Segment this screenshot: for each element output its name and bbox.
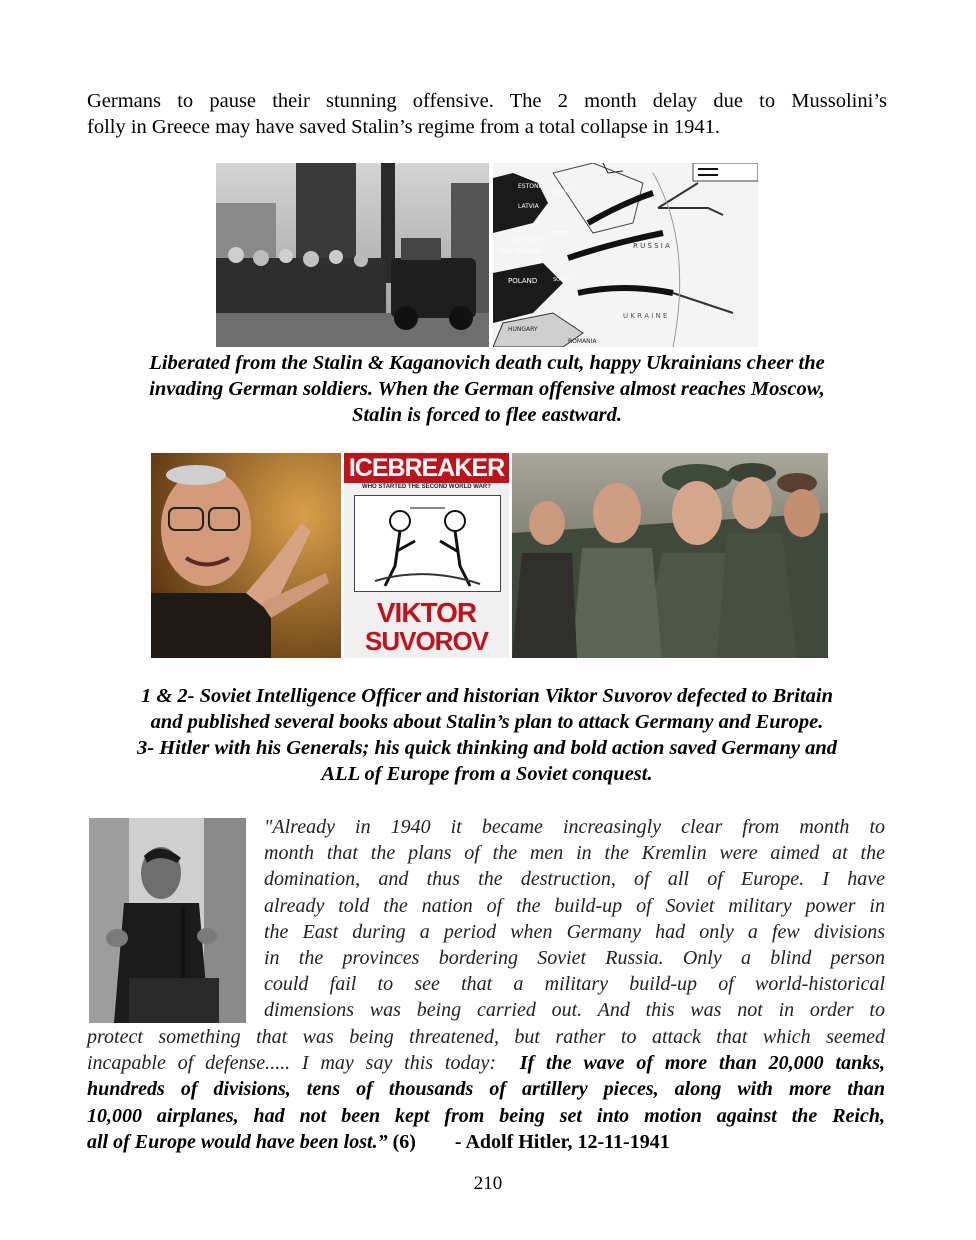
book-author-last: SUVOROV xyxy=(364,626,489,656)
figure1-caption xyxy=(87,350,887,428)
quote-line: the East during a period when Germany had only a few divisions xyxy=(264,920,885,943)
map-label-latvia: LATVIA xyxy=(518,203,539,210)
map-label-ukraine: U K R A I N E xyxy=(623,312,668,320)
figure2-caption-line: and published several books about Stalin’s plan to attack Germany and Europe. xyxy=(150,711,824,733)
map-label-lithuania: LITHUANIA xyxy=(513,236,546,243)
book-cover-cartoon xyxy=(354,495,501,592)
quote-normal-segment: incapable of defense..... I may say this today: xyxy=(87,1052,497,1075)
hitler-generals-photo xyxy=(512,453,828,658)
quote-bold-line: hundreds of divisions, tens of thousands of artillery pieces, along with more than xyxy=(87,1078,885,1101)
map-label-poland: POLAND xyxy=(508,277,538,285)
intro-line-1: Germans to pause their stunning offensive. The 2 month delay due to Mussolini’s xyxy=(87,90,887,112)
quote-bold-line: 10,000 airplanes, had not been kept from being set into motion against the Reich, xyxy=(87,1104,885,1127)
quote-line: domination, and thus the destruction, of all of Europe. I have xyxy=(264,868,885,891)
crowd-cheering-photo xyxy=(216,163,489,347)
page-number: 210 xyxy=(473,1173,503,1194)
quote-line: month that the plans of the men in the Kremlin were aimed at the xyxy=(264,842,885,865)
figure2-caption-line: 1 & 2- Soviet Intelligence Officer and historian Viktor Suvorov defected to Britain xyxy=(140,685,834,707)
intro-line-2: folly in Greece may have saved Stalin’s regime from a total collapse in 1941. xyxy=(87,116,721,138)
quote-line: could fail to see that a military build-up of world-historical xyxy=(264,973,885,996)
quote-line: already told the nation of the build-up of Soviet military power in xyxy=(264,894,885,917)
quote-reference: (6) xyxy=(392,1130,416,1153)
figure2-caption-line: ALL of Europe from a Soviet conquest. xyxy=(321,763,653,785)
figure1-caption-line: Liberated from the Stalin & Kaganovich death cult, happy Ukrainians cheer the xyxy=(149,352,825,374)
map-label-south: SOUTH xyxy=(553,277,571,283)
quote-last-bold: all of Europe would have been lost.” xyxy=(87,1130,388,1153)
quote-line-mixed xyxy=(87,1050,885,1076)
figure2-caption xyxy=(70,683,904,787)
quote-line: dimensions was being carried out. And this was not in order to xyxy=(264,999,885,1022)
suvorov-portrait-photo xyxy=(151,453,341,658)
map-label-east-prussia: EAST PRUSSIA xyxy=(498,248,541,255)
figure1-caption-line: Stalin is forced to flee eastward. xyxy=(352,404,622,426)
map-label-romania: ROMANIA xyxy=(568,338,597,345)
map-label-center: CENTER xyxy=(548,231,569,237)
icebreaker-book-cover xyxy=(344,453,509,658)
quote-closing-line xyxy=(87,1129,885,1155)
hitler-quote-full xyxy=(87,1024,885,1155)
figure2-caption-line: 3- Hitler with his Generals; his quick thinking and bold action saved Germany and xyxy=(137,737,837,759)
book-subtitle: WHO STARTED THE SECOND WORLD WAR? xyxy=(362,484,491,490)
map-label-north: NORTH xyxy=(553,189,571,195)
quote-line: "Already in 1940 it became increasingly clear from month to xyxy=(264,816,885,838)
map-label-russia: R U S S I A xyxy=(633,242,670,250)
figure1-caption-line: invading German soldiers. When the German offensive almost reaches Moscow, xyxy=(149,378,825,400)
hitler-speech-photo xyxy=(89,818,246,1023)
hitler-quote-indented xyxy=(264,814,885,1024)
book-title: ICEBREAKER xyxy=(348,454,505,482)
map-label-estonia: ESTONIA xyxy=(518,183,545,190)
invasion-map xyxy=(493,163,758,347)
quote-bold-segment: If the wave of more than 20,000 tanks, xyxy=(519,1052,885,1075)
book-author-first: VIKTOR xyxy=(376,597,477,628)
quote-attribution: - Adolf Hitler, 12-11-1941 xyxy=(454,1130,670,1153)
quote-line: protect something that was being threatened, but rather to attack that which seemed xyxy=(87,1026,885,1048)
intro-paragraph xyxy=(87,88,887,140)
quote-line: in the provinces bordering Soviet Russia. Only a blind person xyxy=(264,947,885,970)
map-label-hungary: HUNGARY xyxy=(508,326,538,333)
